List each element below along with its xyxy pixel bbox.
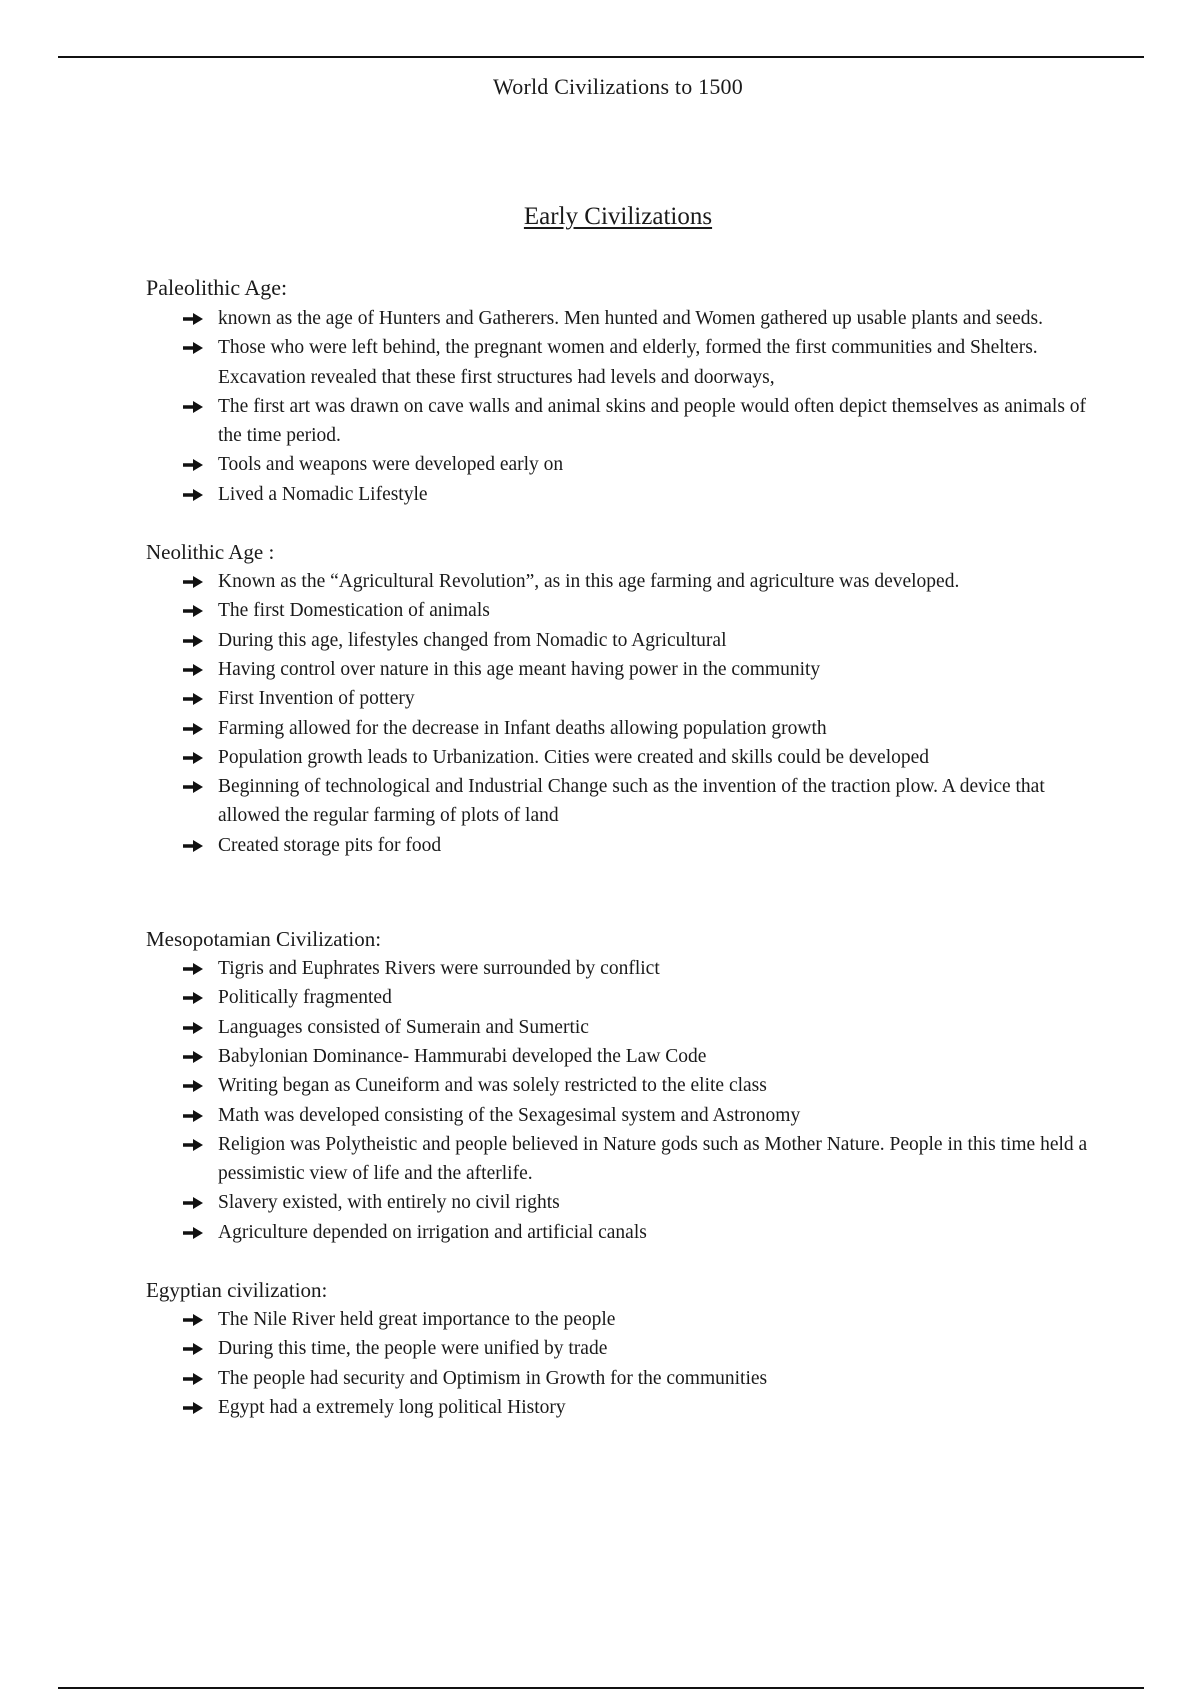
list-item [146, 1042, 1106, 1071]
bullet-text: The people had security and Optimism in Growth for the communities [218, 1367, 768, 1389]
list-item [146, 743, 1106, 772]
arrow-right-icon [182, 1342, 204, 1356]
bottom-rule [58, 1687, 1144, 1689]
bullet-text: Tigris and Euphrates Rivers were surrounded by conflict [218, 958, 660, 980]
list-item [146, 1334, 1106, 1363]
arrow-right-icon [182, 839, 204, 853]
section-neolithic [146, 537, 1106, 860]
list-item [146, 1305, 1106, 1334]
bullet-text: The first art was drawn on cave walls and animal skins and people would often depict themselves as animals of the time period. [218, 395, 1087, 447]
bullet-text: Babylonian Dominance- Hammurabi developed the Law Code [218, 1045, 707, 1067]
list-item [146, 1188, 1106, 1217]
bullet-text: The first Domestication of animals [218, 600, 490, 622]
bullet-text: Egypt had a extremely long political History [218, 1396, 566, 1418]
arrow-right-icon [182, 575, 204, 589]
arrow-right-icon [182, 634, 204, 648]
bullet-text: Agriculture depended on irrigation and artificial canals [218, 1221, 647, 1243]
list-item [146, 626, 1106, 655]
list-item [146, 655, 1106, 684]
bullet-text: Slavery existed, with entirely no civil rights [218, 1192, 560, 1214]
section-mesopotamian [146, 924, 1106, 1247]
list-item [146, 567, 1106, 596]
arrow-right-icon [182, 1226, 204, 1240]
arrow-right-icon [182, 692, 204, 706]
arrow-right-icon [182, 458, 204, 472]
bullet-text: Population growth leads to Urbanization. Cities were created and skills could be developed [218, 746, 930, 768]
section-heading: Paleolithic Age: [146, 275, 288, 300]
arrow-right-icon [182, 1021, 204, 1035]
bullet-text: Writing began as Cuneiform and was solely restricted to the elite class [218, 1075, 767, 1097]
arrow-right-icon [182, 341, 204, 355]
section-heading: Neolithic Age : [146, 540, 275, 565]
arrow-right-icon [182, 780, 204, 794]
arrow-right-icon [182, 1313, 204, 1327]
bullet-text: Those who were left behind, the pregnant women and elderly, formed the first communities and Shelters. Excavation revealed that these first structures had levels and doorways, [218, 337, 1038, 388]
bullet-text: Politically fragmented [218, 987, 392, 1009]
section-heading: Egyptian civilization: [146, 1278, 328, 1303]
bullet-text: Religion was Polytheistic and people believed in Nature gods such as Mother Nature. People in this time held a pessimistic view of life and the afterlife. [218, 1133, 1088, 1185]
section-egyptian [146, 1275, 1106, 1422]
list-item [146, 1101, 1106, 1130]
arrow-right-icon [182, 751, 204, 765]
bullet-list [146, 304, 1106, 509]
list-item [146, 304, 1106, 333]
arrow-right-icon [182, 1372, 204, 1386]
bullet-text: During this time, the people were unified by trade [218, 1338, 608, 1360]
bullet-text: Having control over nature in this age meant having power in the community [218, 658, 821, 680]
bullet-text: First Invention of pottery [218, 688, 415, 710]
arrow-right-icon [182, 1196, 204, 1210]
arrow-right-icon [182, 1109, 204, 1123]
bullet-list [146, 954, 1106, 1247]
bullet-text: Tools and weapons were developed early on [218, 454, 564, 476]
section-heading: Mesopotamian Civilization: [146, 927, 382, 952]
list-item [146, 1364, 1106, 1393]
section-paleolithic [146, 272, 1106, 509]
arrow-right-icon [182, 400, 204, 414]
bullet-list [146, 1305, 1106, 1422]
bullet-text: Languages consisted of Sumerain and Sumertic [218, 1016, 589, 1038]
list-item [146, 450, 1106, 479]
list-item [146, 1013, 1106, 1042]
bullet-text: Lived a Nomadic Lifestyle [218, 483, 428, 505]
list-item [146, 333, 1106, 392]
list-item [146, 596, 1106, 625]
arrow-right-icon [182, 1050, 204, 1064]
list-item [146, 831, 1106, 860]
bullet-text: Known as the “Agricultural Revolution”, as in this age farming and agriculture was developed. [218, 571, 960, 593]
arrow-right-icon [182, 722, 204, 736]
arrow-right-icon [182, 962, 204, 976]
bullet-text: Math was developed consisting of the Sexagesimal system and Astronomy [218, 1104, 801, 1126]
arrow-right-icon [182, 312, 204, 326]
bullet-text: Created storage pits for food [218, 834, 442, 856]
list-item [146, 954, 1106, 983]
top-rule [58, 56, 1144, 58]
arrow-right-icon [182, 488, 204, 502]
list-item [146, 480, 1106, 509]
arrow-right-icon [182, 1138, 204, 1152]
list-item [146, 1130, 1106, 1189]
course-header: World Civilizations to 1500 [493, 74, 743, 99]
document-body [146, 272, 1106, 1422]
list-item [146, 684, 1106, 713]
arrow-right-icon [182, 1401, 204, 1415]
list-item [146, 714, 1106, 743]
bullet-text: Farming allowed for the decrease in Infant deaths allowing population growth [218, 717, 827, 739]
list-item [146, 1218, 1106, 1247]
page-title: Early Civilizations [523, 203, 713, 230]
bullet-text: The Nile River held great importance to the people [218, 1309, 616, 1331]
list-item [146, 392, 1106, 451]
bullet-text: known as the age of Hunters and Gatherers. Men hunted and Women gathered up usable plants and seeds. [218, 308, 1043, 329]
list-item [146, 1393, 1106, 1422]
bullet-text: Beginning of technological and Industrial Change such as the invention of the traction plow. A device that allowed the regular farming of plots of land [218, 776, 1045, 827]
arrow-right-icon [182, 1079, 204, 1093]
arrow-right-icon [182, 991, 204, 1005]
list-item [146, 1071, 1106, 1100]
arrow-right-icon [182, 663, 204, 677]
arrow-right-icon [182, 604, 204, 618]
list-item [146, 772, 1106, 831]
bullet-list [146, 567, 1106, 860]
list-item [146, 983, 1106, 1012]
bullet-text: During this age, lifestyles changed from Nomadic to Agricultural [218, 629, 727, 651]
